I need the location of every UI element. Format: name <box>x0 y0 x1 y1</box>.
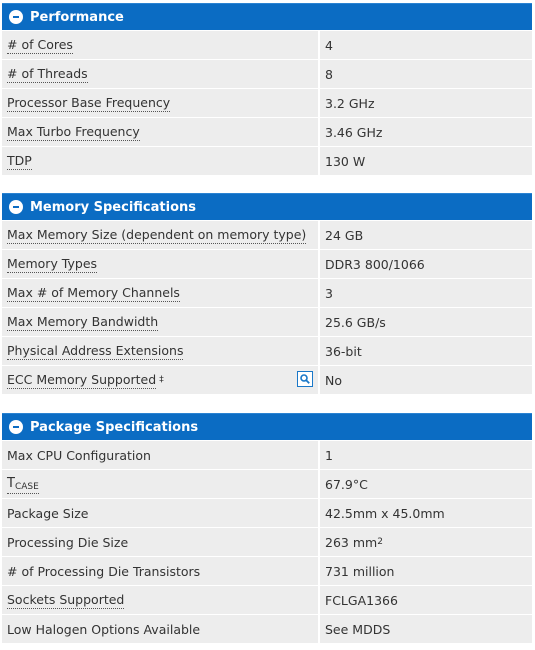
spec-value-turbo-frequency: 3.46 GHz <box>320 118 532 146</box>
spec-value-max-memory-size: 24 GB <box>320 221 532 249</box>
spec-row <box>2 528 532 556</box>
spec-value-sockets: FCLGA1366 <box>320 586 532 614</box>
spec-value-tdp: 130 W <box>320 147 532 175</box>
spec-label-low-halogen: Low Halogen Options Available <box>7 621 201 637</box>
spec-value-memory-channels: 3 <box>320 279 532 307</box>
collapse-icon[interactable] <box>9 420 23 434</box>
spec-row <box>2 366 532 394</box>
memory-section <box>2 193 532 394</box>
spec-label-ecc-memory[interactable]: ECC Memory Supported <box>7 371 157 387</box>
spec-row <box>2 557 532 585</box>
spec-row <box>2 60 532 88</box>
spec-label-max-memory-size[interactable]: Max Memory Size (dependent on memory type) <box>7 226 307 242</box>
spec-row <box>2 615 532 643</box>
spec-row <box>2 586 532 614</box>
spec-label-tdp[interactable]: TDP <box>7 152 32 168</box>
spec-value-ecc-memory: No <box>320 366 532 394</box>
spec-label-memory-bandwidth[interactable]: Max Memory Bandwidth <box>7 313 159 329</box>
package-section <box>2 413 532 648</box>
collapse-icon[interactable] <box>9 10 23 24</box>
spec-label-sockets[interactable]: Sockets Supported <box>7 591 125 607</box>
spec-label-transistors: # of Processing Die Transistors <box>7 563 201 579</box>
spec-row <box>2 118 532 146</box>
spec-row <box>2 250 532 278</box>
tcase-subscript: CASE <box>14 481 39 492</box>
spec-row <box>2 147 532 175</box>
spec-label-max-cpu-config: Max CPU Configuration <box>7 447 151 463</box>
spec-label-die-size: Processing Die Size <box>7 534 129 550</box>
spec-row <box>2 441 532 469</box>
spec-label-package-size: Package Size <box>7 505 89 521</box>
spec-value-package-size: 42.5mm x 45.0mm <box>320 499 532 527</box>
spec-value-die-size-sup: 2 <box>377 537 383 547</box>
spec-value-cores: 4 <box>320 31 532 59</box>
memory-header[interactable] <box>2 193 532 220</box>
performance-title: Performance <box>30 9 124 25</box>
spec-label-cores[interactable]: # of Cores <box>7 36 73 52</box>
spec-label-memory-types[interactable]: Memory Types <box>7 255 98 271</box>
spec-value-die-size: 263 mm <box>325 534 378 550</box>
spec-value-tcase: 67.9°C <box>320 470 532 498</box>
spec-row <box>2 470 532 498</box>
spec-row <box>2 31 532 59</box>
performance-header[interactable] <box>2 3 532 30</box>
spec-value-low-halogen: See MDDS <box>320 615 532 643</box>
spec-label-tcase[interactable] <box>7 475 39 494</box>
spec-value-memory-types: DDR3 800/1066 <box>320 250 532 278</box>
package-title: Package Specifications <box>30 419 199 435</box>
spec-label-turbo-frequency[interactable]: Max Turbo Frequency <box>7 123 140 139</box>
spec-row <box>2 337 532 365</box>
spec-label-threads[interactable]: # of Threads <box>7 65 88 81</box>
memory-title: Memory Specifications <box>30 199 196 215</box>
footnote-mark: ‡ <box>159 375 164 385</box>
spec-value-memory-bandwidth: 25.6 GB/s <box>320 308 532 336</box>
spec-label-memory-channels[interactable]: Max # of Memory Channels <box>7 284 180 300</box>
spec-label-address-extensions[interactable]: Physical Address Extensions <box>7 342 184 358</box>
spec-value-max-cpu-config: 1 <box>320 441 532 469</box>
package-header[interactable] <box>2 413 532 440</box>
spec-value-transistors: 731 million <box>320 557 532 585</box>
spec-row <box>2 221 532 249</box>
collapse-icon[interactable] <box>9 200 23 214</box>
spec-row <box>2 308 532 336</box>
performance-section <box>2 3 532 176</box>
spec-label-base-frequency[interactable]: Processor Base Frequency <box>7 94 171 110</box>
spec-row <box>2 499 532 527</box>
spec-row <box>2 279 532 307</box>
spec-value-address-extensions: 36-bit <box>320 337 532 365</box>
spec-row <box>2 89 532 117</box>
spec-value-threads: 8 <box>320 60 532 88</box>
magnifier-glyph <box>300 374 310 384</box>
spec-value-base-frequency: 3.2 GHz <box>320 89 532 117</box>
tcase-main: T <box>7 475 15 491</box>
search-icon[interactable] <box>297 371 313 387</box>
